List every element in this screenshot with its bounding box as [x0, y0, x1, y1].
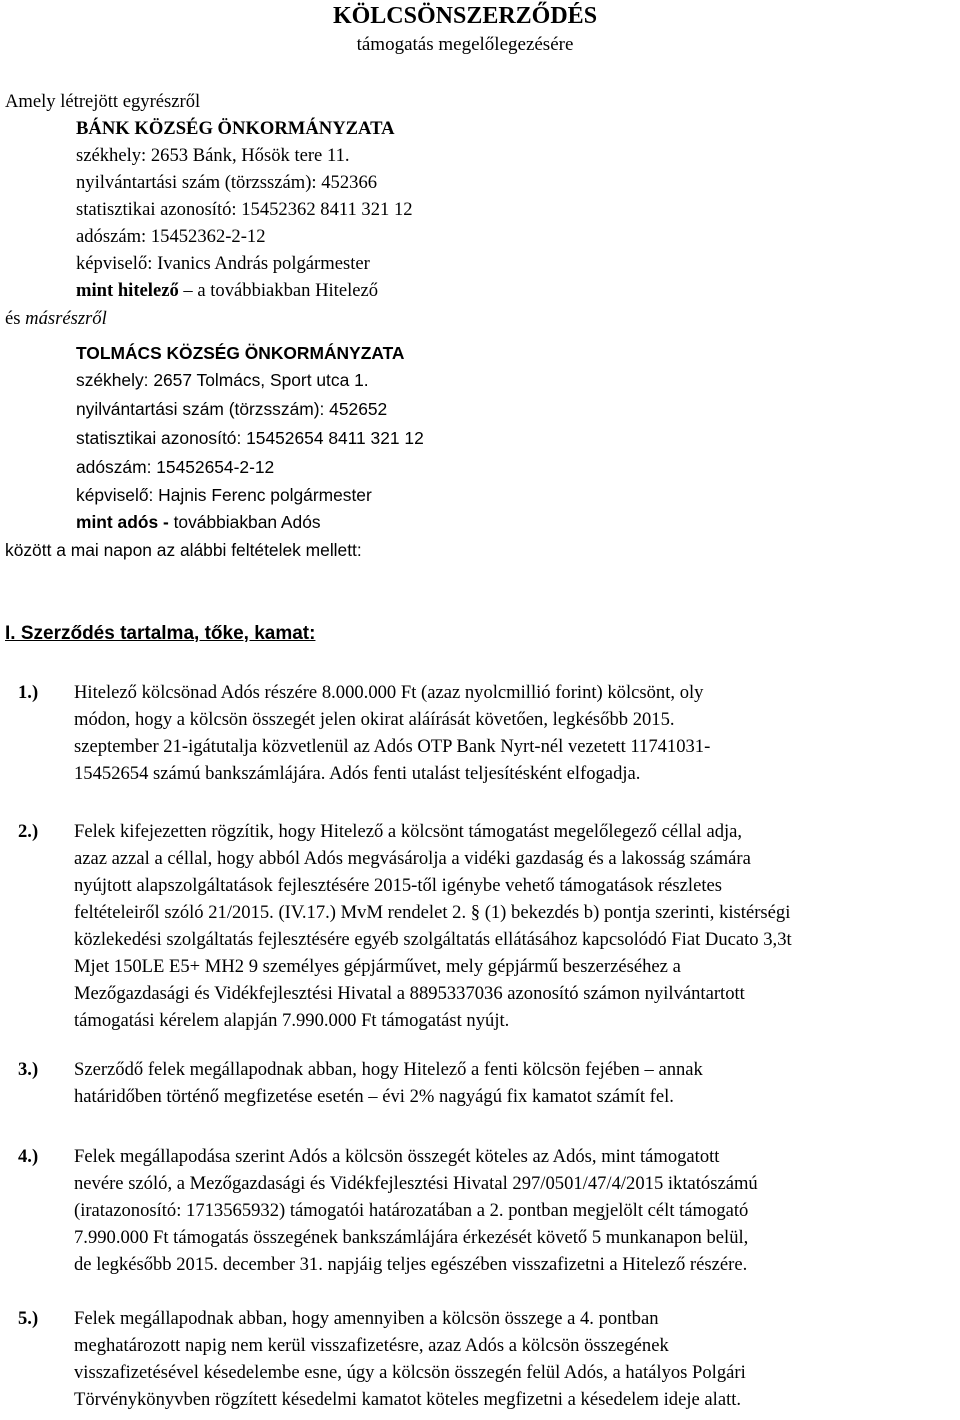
party1-seat: székhely: 2653 Bánk, Hősök tere 11.	[76, 145, 350, 166]
paragraph-line: Mjet 150LE E5+ MH2 9 személyes gépjárművet, mely gépjármű beszerzéséhez a	[74, 956, 681, 977]
paragraph-line: Hitelező kölcsönad Adós részére 8.000.000 Ft (azaz nyolcmillió forint) kölcsönt, oly	[74, 682, 704, 703]
party2-closing: között a mai napon az alábbi feltételek mellett:	[5, 540, 362, 560]
item-paragraph	[74, 679, 956, 787]
paragraph-line: 7.990.000 Ft támogatás összegének bankszámlájára érkezését követő 5 munkanapon belül,	[74, 1227, 749, 1248]
party1-role-rest: – a továbbiakban Hitelező	[178, 280, 379, 301]
party1-intro: Amely létrejött egyrészről	[5, 91, 201, 112]
party1-role	[76, 277, 378, 304]
paragraph-line: meghatározott napig nem kerül visszafizetésre, azaz Adós a kölcsön összegének	[74, 1335, 669, 1356]
paragraph-line: 15452654 számú bankszámlájára. Adós fenti utalást teljesítésként elfogadja.	[74, 763, 641, 784]
paragraph-line: támogatási kérelem alapján 7.990.000 Ft támogatást nyújt.	[74, 1010, 510, 1031]
party1-statistical-id: statisztikai azonosító: 15452362 8411 321 12	[76, 199, 413, 220]
paragraph-line: (iratazonosító: 1713565932) támogatói határozatában a 2. pontban megjelölt célt támogató	[74, 1200, 749, 1221]
party1-role-bold: mint hitelező	[76, 280, 179, 301]
paragraph-line: de legkésőbb 2015. december 31. napjáig teljes egészében visszafizetni a Hitelező részére.	[74, 1254, 748, 1275]
party1-tax-number: adószám: 15452362-2-12	[76, 226, 266, 247]
document-title: KÖLCSÖNSZERZŐDÉS	[332, 3, 598, 29]
item-paragraph	[74, 818, 956, 1034]
paragraph-line: nyújtott alapszolgáltatások fejlesztésére 2015-től igénybe vehető támogatások részletes	[74, 875, 722, 896]
item-number: 1.)	[18, 682, 39, 703]
party1-representative: képviselő: Ivanics András polgármester	[76, 253, 370, 274]
item-paragraph	[74, 1056, 956, 1110]
paragraph-line: közlekedési szolgáltatás fejlesztésére egyéb szolgáltatás ellátásához kapcsolódó Fiat Ducato 3,3t	[74, 929, 792, 950]
paragraph-line: Mezőgazdasági és Vidékfejlesztési Hivatal a 8895337036 azonosító számon nyilvántartott	[74, 983, 745, 1004]
item-paragraph	[74, 1143, 956, 1278]
item-paragraph	[74, 1305, 956, 1413]
paragraph-line: Felek kifejezetten rögzítik, hogy Hitelező a kölcsönt támogatást megelőlegező céllal adja,	[74, 821, 743, 842]
paragraph-line: visszafizetésével késedelembe esne, úgy a kölcsön összegén felül Adós, a hatályos Polgári	[74, 1362, 746, 1383]
party2-representative: képviselő: Hajnis Ferenc polgármester	[76, 485, 372, 505]
party1-name: BÁNK KÖZSÉG ÖNKORMÁNYZATA	[76, 118, 395, 139]
party2-name: TOLMÁCS KÖZSÉG ÖNKORMÁNYZATA	[76, 343, 405, 363]
item-number: 4.)	[18, 1146, 39, 1167]
paragraph-line: feltételeiről szóló 21/2015. (IV.17.) MvM rendelet 2. § (1) bekezdés b) pontja szerinti, kistérségi	[74, 902, 791, 923]
party2-intro-plain: és	[5, 308, 26, 329]
paragraph-line: Felek megállapodása szerint Adós a kölcsön összegét köteles az Adós, mint támogatott	[74, 1146, 720, 1167]
section-heading: I. Szerződés tartalma, tőke, kamat:	[5, 623, 316, 644]
party2-seat: székhely: 2657 Tolmács, Sport utca 1.	[76, 370, 369, 390]
paragraph-line: Szerződő felek megállapodnak abban, hogy Hitelező a fenti kölcsön fejében – annak	[74, 1059, 703, 1080]
item-number: 2.)	[18, 821, 39, 842]
item-number: 3.)	[18, 1059, 39, 1080]
paragraph-line: határidőben történő megfizetése esetén – évi 2% nagyágú fix kamatot számít fel.	[74, 1086, 674, 1107]
document-subtitle: támogatás megelőlegezésére	[356, 34, 574, 55]
party2-role-bold: mint adós -	[76, 512, 169, 532]
party2-statistical-id: statisztikai azonosító: 15452654 8411 321 12	[76, 428, 424, 448]
party2-role-rest: továbbiakban Adós	[168, 512, 321, 532]
paragraph-line: szeptember 21-igátutalja közvetlenül az Adós OTP Bank Nyrt-nél vezetett 11741031-	[74, 736, 711, 757]
paragraph-line: nevére szóló, a Mezőgazdasági és Vidékfejlesztési Hivatal 297/0501/47/4/2015 iktatószámú	[74, 1173, 758, 1194]
party2-intro	[5, 305, 107, 332]
party2-registration: nyilvántartási szám (törzsszám): 452652	[76, 399, 388, 419]
paragraph-line: Törvénykönyvben rögzített késedelmi kamatot köteles megfizetni a késedelem ideje alatt.	[74, 1389, 742, 1410]
paragraph-line: azaz azzal a céllal, hogy abból Adós megvásárolja a vidéki gazdaság és a lakosság számára	[74, 848, 751, 869]
party2-role	[76, 509, 321, 536]
party1-registration: nyilvántartási szám (törzsszám): 452366	[76, 172, 378, 193]
paragraph-line: módon, hogy a kölcsön összegét jelen okirat aláírását követően, legkésőbb 2015.	[74, 709, 675, 730]
item-number: 5.)	[18, 1308, 39, 1329]
party2-tax-number: adószám: 15452654-2-12	[76, 457, 275, 477]
party2-intro-italic: másrészről	[25, 308, 107, 329]
paragraph-line: Felek megállapodnak abban, hogy amennyiben a kölcsön összege a 4. pontban	[74, 1308, 659, 1329]
